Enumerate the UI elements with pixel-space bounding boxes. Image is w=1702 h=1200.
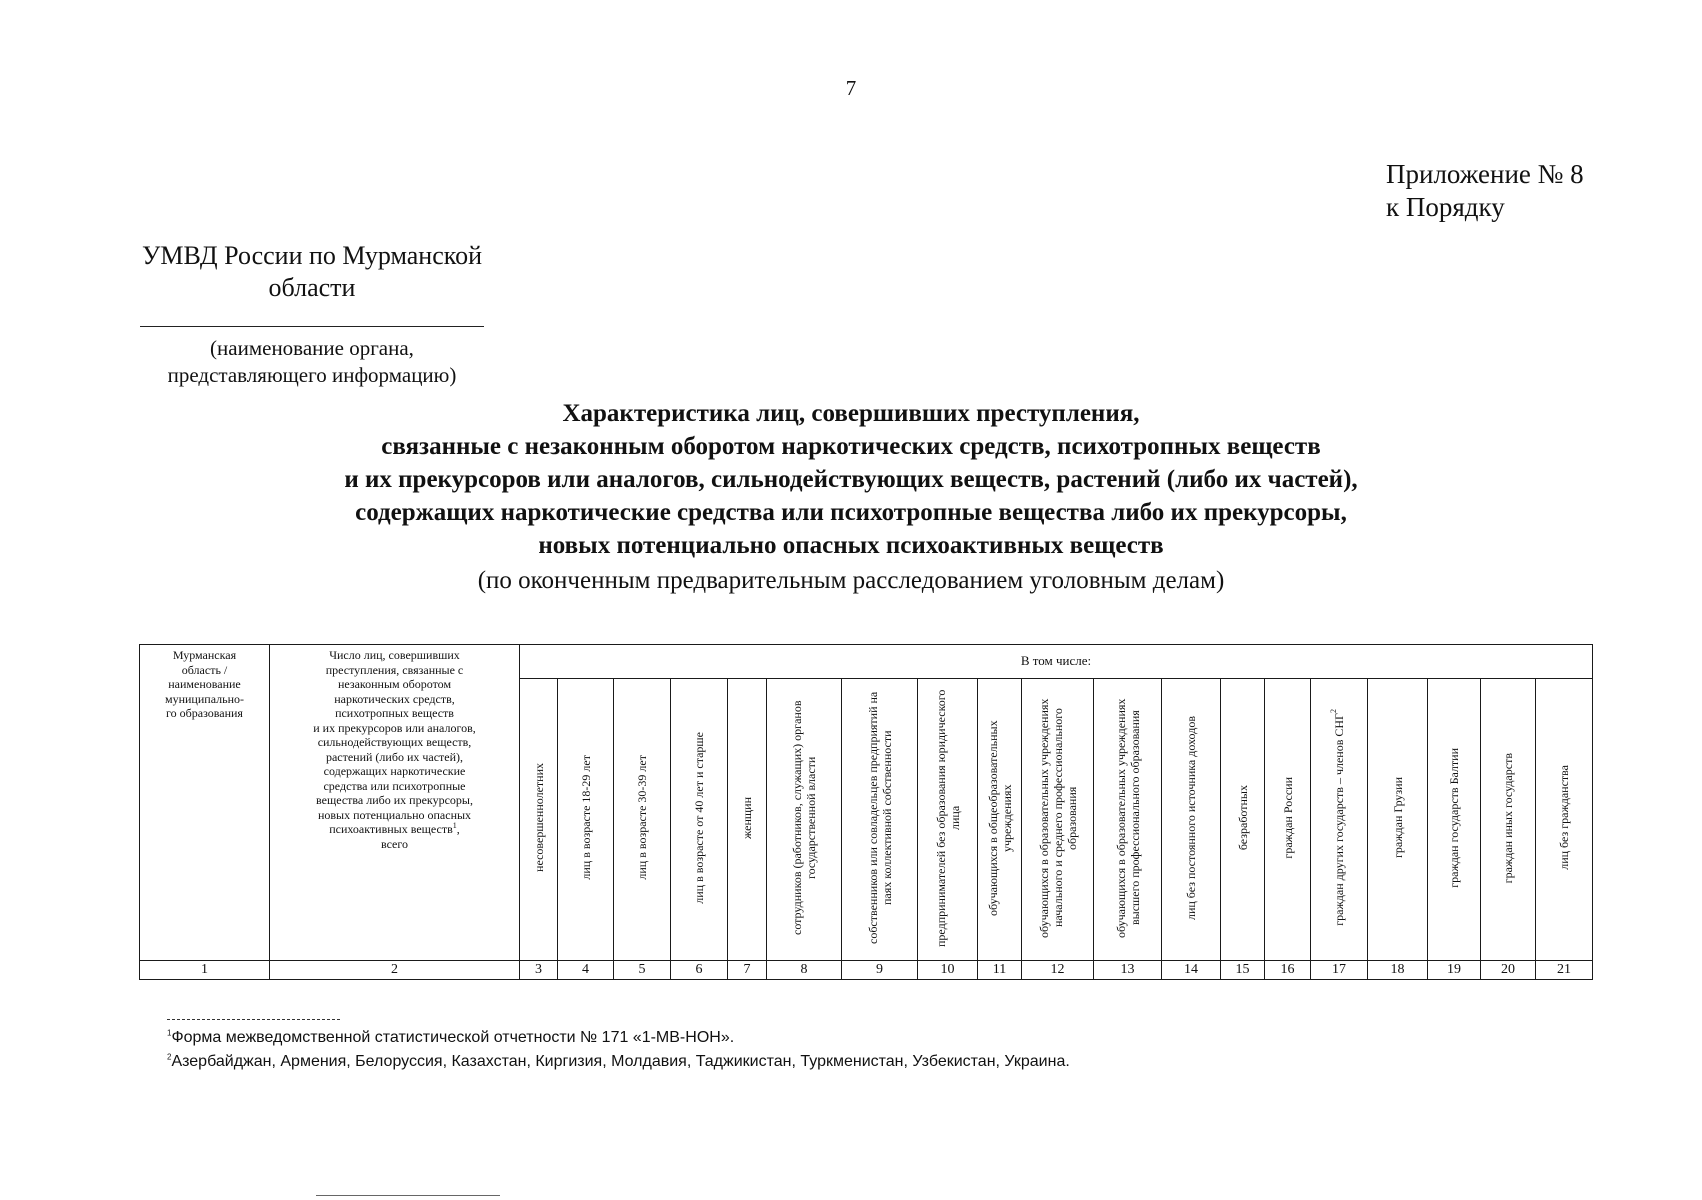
header-region <box>140 645 270 961</box>
header-line: наркотических средств, <box>334 691 455 706</box>
document-title <box>0 397 1702 598</box>
footnote <box>167 1050 1070 1074</box>
header-line: область / <box>181 662 228 677</box>
statistics-table <box>139 644 1593 980</box>
rotated-header-text: обучающихся в образовательных учреждениях высшего профессионального образования <box>1113 698 1142 938</box>
appendix-header <box>1386 158 1584 224</box>
title-line: содержащих наркотические средства или психотропные вещества либо их прекурсоры, <box>355 499 1347 526</box>
column-number: 9 <box>842 961 918 980</box>
column-number: 6 <box>671 961 728 980</box>
column-number: 5 <box>614 961 671 980</box>
rotated-header-text: лиц в возрасте 18-29 лет <box>578 755 593 881</box>
column-number: 20 <box>1481 961 1536 980</box>
header-line: го образования <box>166 706 243 720</box>
header-group-including: В том числе: <box>520 645 1593 679</box>
column-number: 14 <box>1162 961 1221 980</box>
rotated-header-text: женщин <box>740 796 754 839</box>
column-number: 8 <box>767 961 842 980</box>
header-line: и их прекурсоров или аналогов, <box>313 720 476 735</box>
organization-name-line: области <box>268 273 356 302</box>
footnote-separator <box>167 1019 340 1020</box>
header-column <box>918 679 978 961</box>
bottom-rule <box>316 1195 500 1196</box>
signature-line <box>140 326 484 327</box>
header-total-text <box>272 648 517 851</box>
rotated-header-text: граждан государств Балтии <box>1447 747 1461 888</box>
organization-caption-line: (наименование органа, <box>210 336 414 360</box>
header-column <box>728 679 767 961</box>
column-number: 4 <box>558 961 614 980</box>
header-column <box>671 679 728 961</box>
footnote <box>167 1026 1070 1050</box>
header-column <box>1221 679 1265 961</box>
rotated-header-text: несовершеннолетних <box>531 763 546 873</box>
header-line: психоактивных веществ$^1$, <box>329 821 460 836</box>
column-number: 18 <box>1368 961 1428 980</box>
header-column <box>558 679 614 961</box>
column-number: 7 <box>728 961 767 980</box>
column-number: 2 <box>270 961 520 980</box>
rotated-header-text: обучающихся в общеобразовательных учреждениях <box>985 719 1014 916</box>
rotated-header-text: сотрудников (работников, служащих) органов государственной власти <box>790 700 818 935</box>
header-line: растений (либо их частей), <box>325 749 464 764</box>
header-column <box>842 679 918 961</box>
header-column <box>1311 679 1368 961</box>
column-number: 21 <box>1536 961 1593 980</box>
header-column <box>1162 679 1221 961</box>
header-column <box>1428 679 1481 961</box>
header-column <box>614 679 671 961</box>
column-number: 16 <box>1265 961 1311 980</box>
header-line: Число лиц, совершивших <box>329 648 460 662</box>
organization-block <box>112 240 512 389</box>
page-number: 7 <box>845 76 857 100</box>
title-line: Характеристика лиц, совершивших преступления, <box>562 400 1140 427</box>
header-line: психотропных веществ <box>335 706 454 720</box>
header-line: муниципально- <box>164 691 244 706</box>
organization-caption-line: представляющего информацию) <box>167 363 457 387</box>
header-line: наименование <box>168 677 241 691</box>
rotated-header-text: граждан иных государств <box>1501 752 1515 883</box>
column-number: 15 <box>1221 961 1265 980</box>
column-number: 1 <box>140 961 270 980</box>
column-number: 17 <box>1311 961 1368 980</box>
header-line: содержащих наркотические <box>323 764 466 778</box>
column-number-row <box>140 961 1593 980</box>
header-line: средства или психотропные <box>323 778 466 793</box>
header-column <box>1481 679 1536 961</box>
footnote-mark: 2 <box>167 1052 172 1062</box>
rotated-header-text: собственников или совладельцев предприятий на паях коллективной собственности <box>865 691 894 944</box>
title-line: и их прекурсоров или аналогов, сильнодействующих веществ, растений (либо их частей), <box>344 466 1358 493</box>
rotated-header-text: граждан других государств – членов СНГ$^2$ <box>1329 709 1346 927</box>
column-number: 3 <box>520 961 558 980</box>
title-line: новых потенциально опасных психоактивных веществ <box>538 532 1164 559</box>
header-line: сильнодействующих веществ, <box>317 735 472 749</box>
organization-name-line: УМВД России по Мурманской <box>142 241 482 270</box>
footnotes <box>167 1026 1070 1074</box>
header-column <box>1265 679 1311 961</box>
header-region-text <box>142 648 267 721</box>
column-number: 12 <box>1022 961 1094 980</box>
column-number: 19 <box>1428 961 1481 980</box>
rotated-header-text: лиц в возрасте 30-39 лет <box>635 755 649 881</box>
table-header-row <box>140 645 1593 679</box>
rotated-header-text: безработных <box>1235 785 1250 851</box>
footnote-text: Форма межведомственной статистической отчетности № 171 «1-МВ-НОН». <box>171 1029 735 1046</box>
header-column <box>1094 679 1162 961</box>
rotated-header-text: предпринимателей без образования юридического лица <box>933 689 962 947</box>
footnote-mark: 1 <box>167 1028 172 1038</box>
header-column <box>1536 679 1593 961</box>
rotated-header-text: граждан России <box>1280 776 1295 859</box>
column-number: 11 <box>978 961 1022 980</box>
header-column <box>1022 679 1094 961</box>
appendix-line: Приложение № 8 <box>1386 159 1584 189</box>
rotated-header-text: лиц без постоянного источника доходов <box>1184 715 1198 920</box>
footnote-ref: 2 <box>1329 709 1338 714</box>
header-column <box>520 679 558 961</box>
column-number: 13 <box>1094 961 1162 980</box>
header-column <box>978 679 1022 961</box>
header-column <box>1368 679 1428 961</box>
organization-caption <box>112 335 512 389</box>
header-line: вещества либо их прекурсоры, <box>316 793 473 807</box>
header-line: незаконным оборотом <box>337 677 452 691</box>
header-line: новых потенциально опасных <box>317 807 472 822</box>
rotated-header-text: лиц в возрасте от 40 лет и старше <box>692 731 706 904</box>
title-line: связанные с незаконным оборотом наркотических средств, психотропных веществ <box>381 433 1321 460</box>
document-subtitle: (по оконченным предварительным расследованием уголовным делам) <box>477 567 1225 594</box>
header-line: преступления, связанные с <box>325 662 464 677</box>
rotated-header-text: лиц без гражданства <box>1557 765 1571 871</box>
header-total <box>270 645 520 961</box>
header-line: Мурманская <box>172 648 237 662</box>
organization-name <box>112 240 512 304</box>
footnote-text: Азербайджан, Армения, Белоруссия, Казахстан, Киргизия, Молдавия, Таджикистан, Туркменистан, Узбекистан, Украина. <box>171 1053 1070 1070</box>
rotated-header-text: граждан Грузии <box>1390 777 1405 859</box>
appendix-line: к Порядку <box>1386 192 1505 222</box>
header-line: всего <box>380 836 409 851</box>
header-column <box>767 679 842 961</box>
column-number: 10 <box>918 961 978 980</box>
footnote-ref: 1 <box>452 821 457 830</box>
rotated-header-text: обучающихся в образовательных учреждениях начального и среднего профессионального образования <box>1036 698 1079 938</box>
